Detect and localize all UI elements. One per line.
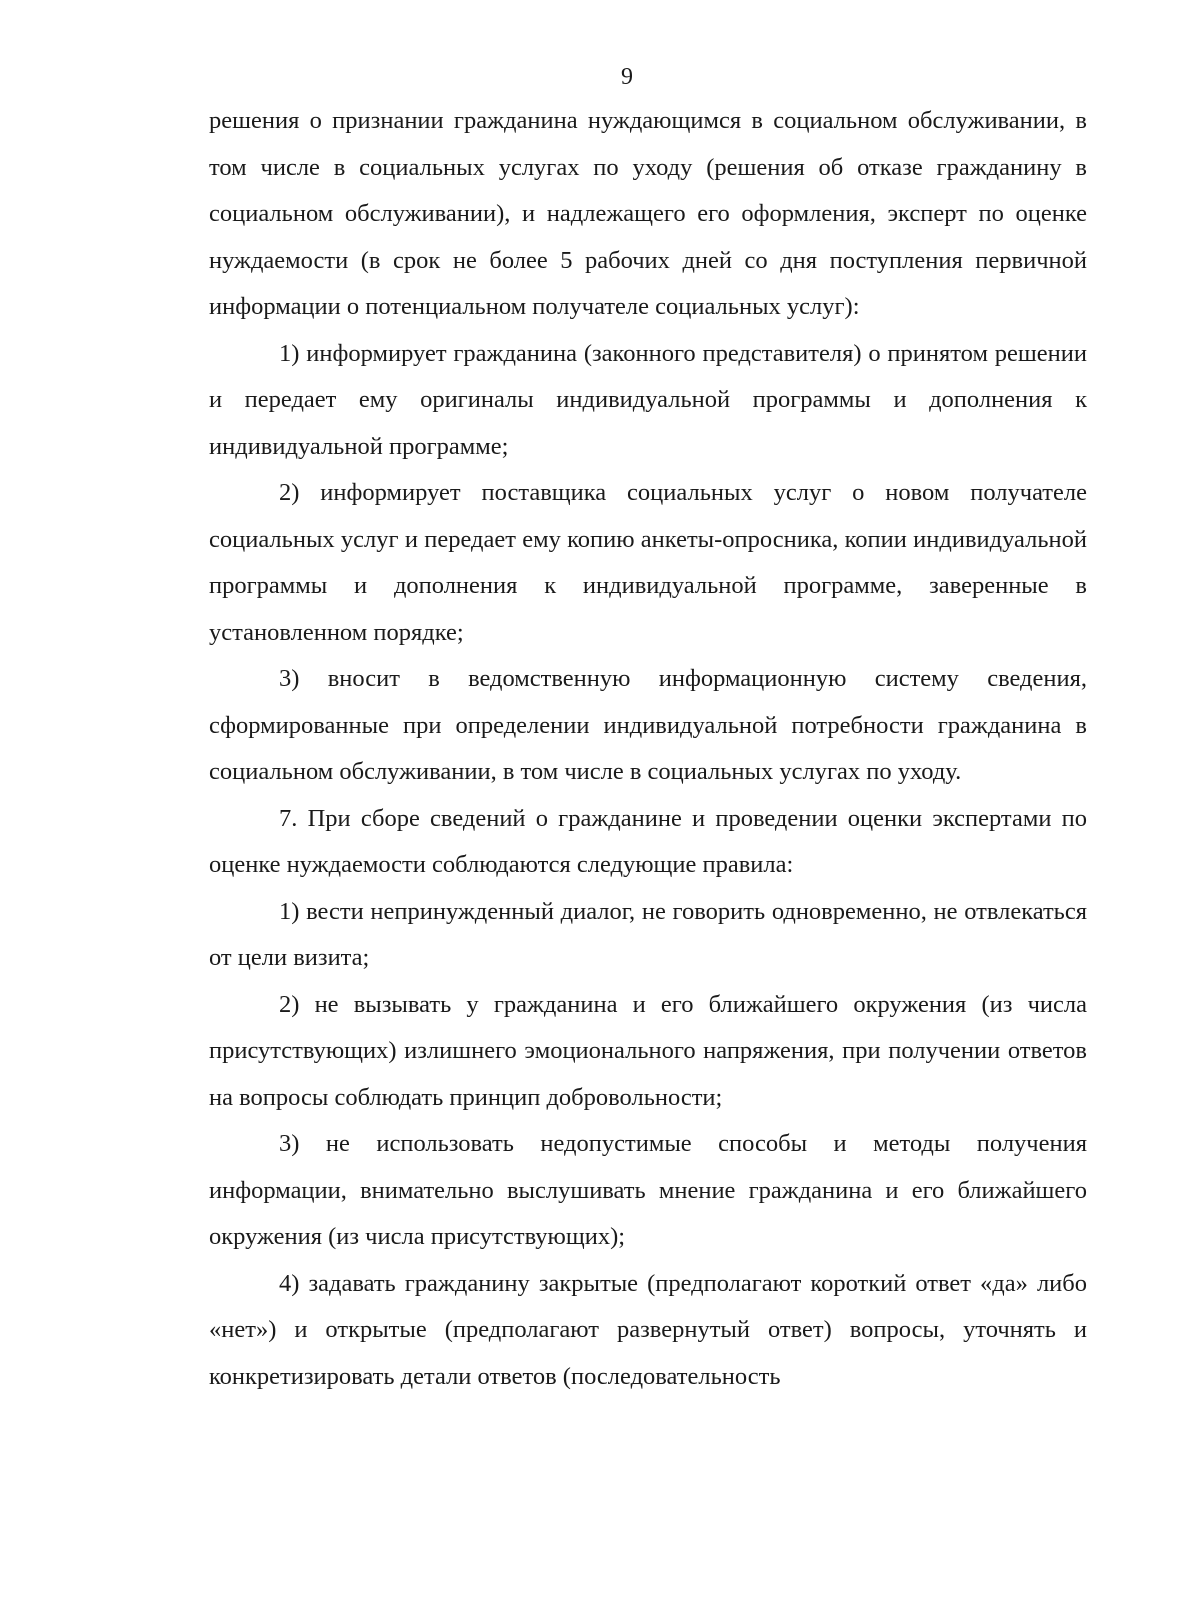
paragraph-rule-2: 2) не вызывать у гражданина и его ближайшего окружения (из числа присутствующих) излишнего эмоционального напряжения, при получении ответов на вопросы соблюдать принцип добровольности; — [209, 990, 1087, 1111]
paragraph-rule-1: 1) вести непринужденный диалог, не говорить одновременно, не отвлекаться от цели визита; — [209, 897, 1087, 971]
paragraph-rule-3: 3) не использовать недопустимые способы и методы получения информации, внимательно выслушивать мнение гражданина и его ближайшего окружения (из числа присутствующих); — [209, 1130, 1087, 1250]
paragraph-item-3-enters-data: 3) вносит в ведомственную информационную систему сведения, сформированные при определении индивидуальной потребности гражданина в социальном обслуживании, в том числе в социальных услугах по уходу. — [209, 665, 1087, 785]
paragraph-rule-4: 4) задавать гражданину закрытые (предполагают короткий ответ «да» либо «нет») и открытые (предполагают развернутый ответ) вопросы, уточнять и конкретизировать детали ответов (последовательность — [209, 1269, 1087, 1390]
paragraph-section-7: 7. При сборе сведений о гражданине и проведении оценки экспертами по оценке нуждаемости соблюдаются следующие правила: — [209, 804, 1087, 878]
page-number: 9 — [621, 64, 633, 90]
paragraph-item-2-informs-provider: 2) информирует поставщика социальных услуг о новом получателе социальных услуг и передает ему копию анкеты-опросника, копии индивидуальной программы и дополнения к индивидуальной программе, заверенные в установленном порядке; — [209, 479, 1087, 646]
paragraph-continuation: решения о признании гражданина нуждающимся в социальном обслуживании, в том числе в социальных услугах по уходу (решения об отказе гражданину в социальном обслуживании), и надлежащего его оформления, эксперт по оценке нуждаемости (в срок не более 5 рабочих дней со дня поступления первичной информации о потенциальном получателе социальных услуг): — [209, 107, 1087, 320]
paragraph-item-1-informs-citizen: 1) информирует гражданина (законного представителя) о принятом решении и передает ему оригиналы индивидуальной программы и дополнения к индивидуальной программе; — [209, 339, 1087, 460]
document-body — [209, 98, 1087, 1400]
